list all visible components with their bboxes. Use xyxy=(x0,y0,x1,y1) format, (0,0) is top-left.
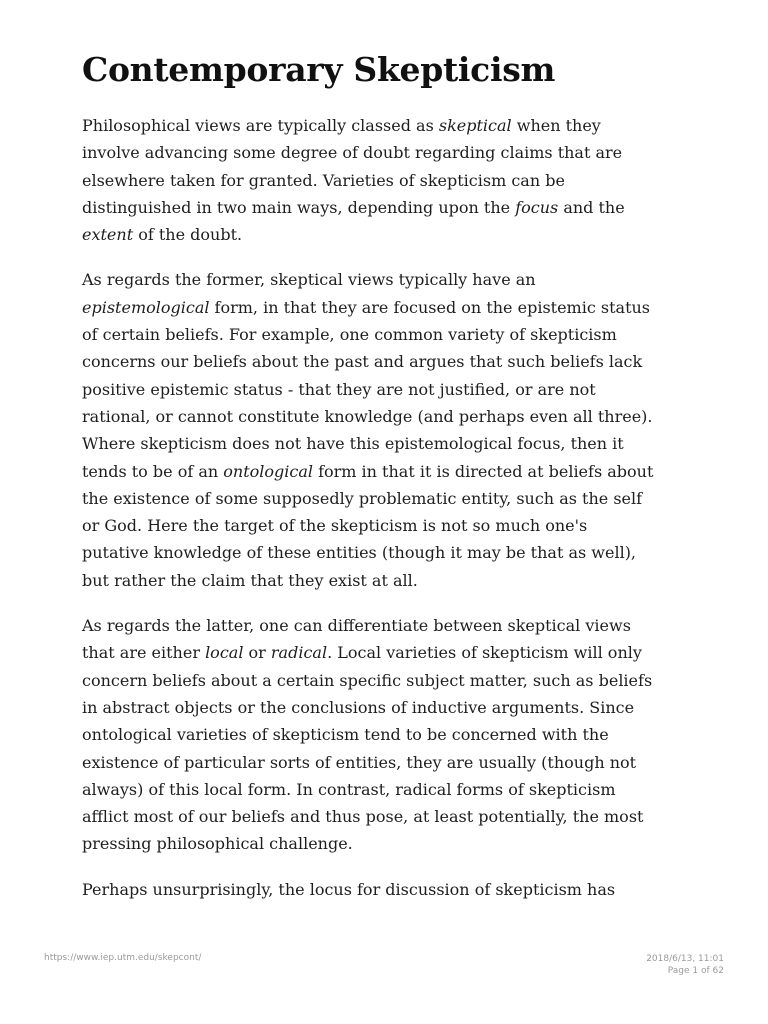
emphasized-term: skeptical xyxy=(438,116,512,135)
text-line: that are either local or radical. Local varieties of skepticism will only xyxy=(82,643,642,663)
text-line: extent of the doubt. xyxy=(82,225,243,245)
paragraph xyxy=(82,876,697,903)
text-line: or God. Here the target of the skepticism is not so much one's xyxy=(82,516,588,536)
text-line: Perhaps unsurprisingly, the locus for discussion of skepticism has xyxy=(82,879,616,899)
text-line: Philosophical views are typically classed as skeptical when they xyxy=(82,116,601,135)
text-line: the existence of some supposedly problematic entity, such as the self xyxy=(82,488,643,508)
text-line: always) of this local form. In contrast, radical forms of skepticism xyxy=(82,779,616,799)
emphasized-term: extent xyxy=(82,225,134,245)
text-line: putative knowledge of these entities (though it may be that as well), xyxy=(82,543,637,563)
footer-timestamp: 2018/6/13, 11:01 xyxy=(646,954,724,964)
footer-meta xyxy=(646,953,724,977)
text-line: in abstract objects or the conclusions of inductive arguments. Since xyxy=(82,697,635,717)
text-line: positive epistemic status - that they are not justified, or are not xyxy=(82,379,596,399)
text-line: concerns our beliefs about the past and argues that such beliefs lack xyxy=(82,352,643,372)
paragraph xyxy=(82,612,697,858)
emphasized-term: local xyxy=(205,643,244,663)
text-line: pressing philosophical challenge. xyxy=(82,834,353,854)
emphasized-term: epistemological xyxy=(82,297,210,317)
page-title: Contemporary Skepticism xyxy=(82,50,556,89)
article-body xyxy=(82,112,697,921)
emphasized-term: radical xyxy=(270,643,328,663)
footer-page-number: Page 1 of 62 xyxy=(667,966,724,976)
text-line: of certain beliefs. For example, one common variety of skepticism xyxy=(82,325,617,345)
text-line: ontological varieties of skepticism tend to be concerned with the xyxy=(82,725,609,745)
paragraph xyxy=(82,266,697,594)
text-line: distinguished in two main ways, depending upon the focus and the xyxy=(82,197,625,217)
emphasized-term: ontological xyxy=(223,461,313,481)
text-line: but rather the claim that they exist at all. xyxy=(82,570,418,590)
paragraph xyxy=(82,112,697,248)
text-line: As regards the former, skeptical views typically have an xyxy=(82,270,536,290)
text-line: involve advancing some degree of doubt regarding claims that are xyxy=(82,143,623,163)
text-line: concern beliefs about a certain specific subject matter, such as beliefs xyxy=(82,670,653,690)
emphasized-term: focus xyxy=(515,197,559,217)
footer-url: https://www.iep.utm.edu/skepcont/ xyxy=(44,953,202,963)
text-line: epistemological form, in that they are focused on the epistemic status xyxy=(82,297,651,317)
text-line: rational, or cannot constitute knowledge (and perhaps even all three). xyxy=(82,406,653,426)
text-line: existence of particular sorts of entities, they are usually (though not xyxy=(82,752,637,772)
text-line: tends to be of an ontological form in that it is directed at beliefs about xyxy=(82,461,654,481)
text-line: Where skepticism does not have this epistemological focus, then it xyxy=(82,434,624,454)
text-line: afflict most of our beliefs and thus pose, at least potentially, the most xyxy=(82,807,644,827)
text-line: As regards the latter, one can differentiate between skeptical views xyxy=(82,616,631,636)
text-line: elsewhere taken for granted. Varieties of skepticism can be xyxy=(82,170,565,190)
